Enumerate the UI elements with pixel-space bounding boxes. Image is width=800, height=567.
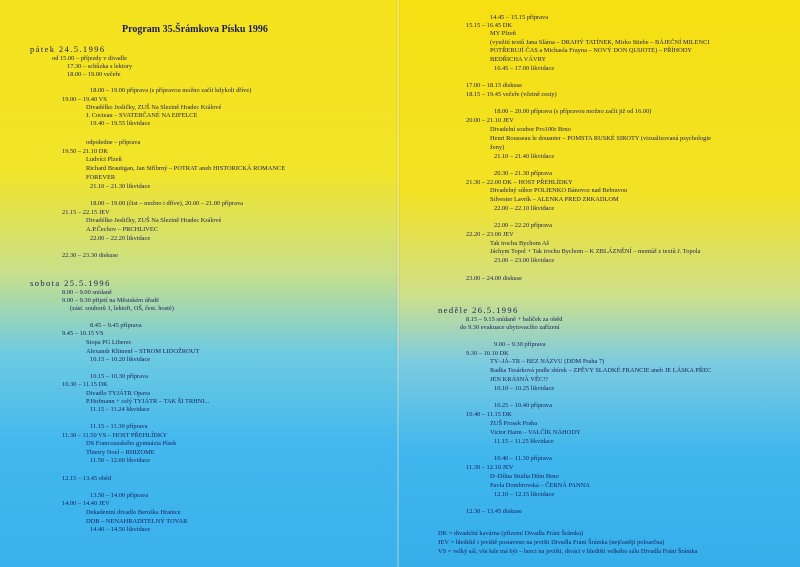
schedule-line: 10.15 – 10.20 likvidace: [90, 356, 151, 363]
right-page: [398, 0, 800, 567]
schedule-line: Victor Haim – VALČÍK NÁHODY: [490, 429, 581, 436]
schedule-line: 17.30 – schůzka s lektory: [67, 63, 133, 70]
schedule-line: 21.10 – 21.40 likvidace: [494, 153, 555, 160]
schedule-line: 19.40 – 19.55 likvidace: [90, 120, 151, 127]
schedule-line: Divadelní soubor Pro100r Brno: [490, 126, 571, 133]
schedule-line: VS = velký sál, vše kde má být – herci na jevišti, diváci v hledišti velkého sálu Divadla Fráni Šrámka: [438, 548, 698, 555]
schedule-line: 9.00 – 9.30 příprava: [494, 341, 546, 348]
schedule-line: 9.00 – 9.30 přijetí na Městském úřadě: [62, 297, 159, 304]
schedule-line: Henri Rousseau le douanier – POMSTA RUSKÉ SIROTY (vizualizovaná psychologie: [490, 135, 711, 142]
schedule-line: 14.00 – 14.40 JEV: [62, 500, 110, 507]
schedule-line: 20.00 – 21.10 JEV: [466, 117, 514, 124]
schedule-line: 21.30 – 22.00 DK – HOST PŘEHLÍDKY: [466, 179, 573, 186]
schedule-line: (zást. souborů 1, lektoři, OŠ, čest. hosté): [70, 305, 174, 312]
schedule-line: 8.00 – 9.00 snídaně: [62, 289, 112, 296]
schedule-line: 16.45 – 17.00 likvidace: [494, 65, 555, 72]
schedule-line: 19.00 – 19.40 VS: [62, 96, 107, 103]
schedule-line: 22.00 – 22.20 likvidace: [90, 235, 151, 242]
schedule-line: 12.30 – 13.45 diskuse: [466, 508, 522, 515]
schedule-line: Divadélko Jesličky, ZUŠ Na Slezině Hradec Králové: [86, 217, 222, 224]
schedule-line: 13.50 – 14.00 příprava: [90, 492, 149, 499]
schedule-line: 18.00 – 19.00 (čist – možno i dříve), 20.00 – 21.00 příprava: [90, 200, 243, 207]
schedule-line: 21.15 – 22.15 JEV: [62, 209, 110, 216]
schedule-line: DK = divadelní kavárna (přízemí Divadla Fráni Šrámka): [438, 530, 584, 537]
schedule-line: 11.15 – 11.25 likvidace: [494, 438, 554, 445]
schedule-line: 22.20 – 23.00 JEV: [466, 231, 514, 238]
day-heading: sobota 25.5.1996: [30, 278, 111, 288]
schedule-line: 10.30 – 11.15 DK: [62, 381, 108, 388]
schedule-line: JEN KRÁSNÁ VĚC!?: [490, 376, 549, 383]
schedule-line: Stopa PG Liberec: [86, 339, 132, 346]
schedule-line: Dekadentní divadlo Beruška Hranice: [86, 509, 181, 516]
schedule-line: 15.15 – 16.45 DK: [466, 22, 512, 29]
schedule-line: D–Dílna Studia Dům Brno: [490, 473, 559, 480]
schedule-line: 11.30 – 12.10 JEV: [466, 464, 514, 471]
schedule-line: 14.45 – 15.15 příprava: [490, 14, 549, 21]
schedule-line: Tak trochu Bychom Aš: [490, 240, 550, 247]
schedule-line: POTŘEBUJÍ ČAS a Michaela Frayna – NOVÝ DON QUIJOTE) – PŘÍHODY: [490, 47, 692, 54]
schedule-line: FOREVER: [86, 174, 116, 181]
schedule-line: A.P.Čechov – PRCHLIVEC: [86, 226, 159, 233]
schedule-line: 10.40 – 11.15 DK: [466, 411, 512, 418]
schedule-line: BEDŘICHA VÁVRY: [490, 56, 547, 63]
schedule-line: DDB – NENAHRADITELNÝ TOVAR: [86, 518, 188, 525]
schedule-line: TY–JÁ–TR – BEZ NÁZVU (DDM Praha 7): [490, 358, 605, 365]
schedule-line: 11.15 – 11.30 příprava: [90, 423, 148, 430]
schedule-line: Divadélko Jesličky, ZUŠ Na Slezině Hradec Králové: [86, 104, 222, 111]
schedule-line: ženy): [490, 144, 505, 151]
schedule-line: Richard Brautigan, Jan Stříbrný – POTRAT aneb HISTORICKÁ ROMANCE: [86, 165, 286, 172]
schedule-line: Divadlo TYJÁTR Opava: [86, 390, 151, 397]
schedule-line: DS Francouzského gymnázia Písek: [86, 440, 177, 447]
schedule-line: P.Hofmann + celý TYJÁTR – TAK ŠI TRHNI...: [86, 398, 210, 405]
schedule-line: 23.00 – 23.00 likvidace: [494, 257, 555, 264]
schedule-line: Pavla Dombrovská – ČERNÁ PANNA: [490, 482, 590, 489]
schedule-line: Alexandr Klimenf – STROM LIDOŽROUT: [86, 348, 200, 355]
schedule-line: 10.40 – 11.30 příprava: [494, 455, 552, 462]
schedule-line: 8.15 – 9.15 snídaně + balíček za oběd: [466, 316, 563, 323]
schedule-line: 11.30 – 11.50 VS – HOST PŘEHLÍDKY: [62, 432, 168, 439]
schedule-line: 18.00 – 19.00 večeře: [67, 71, 121, 78]
schedule-line: od 15.00 – příjezdy v divadle: [52, 55, 127, 62]
schedule-line: 11.50 – 12.00 likvidace: [90, 457, 150, 464]
schedule-line: 18.00 – 19.00 příprava (s přípravou možno začít kdykoli dříve): [90, 87, 252, 94]
schedule-line: Thierry Noel – RHIZOME: [86, 449, 155, 456]
schedule-line: MY Plzeň: [490, 30, 516, 37]
schedule-line: 22.00 – 22.10 likvidace: [494, 205, 555, 212]
program-title: Program 35.Šrámkova Písku 1996: [122, 24, 268, 35]
schedule-line: 18.15 – 19.45 večeře (včetně cesty): [466, 91, 557, 98]
schedule-line: 17.00 – 18.15 diskuse: [466, 82, 522, 89]
schedule-line: 8.45 – 9.45 příprava: [90, 322, 142, 329]
schedule-line: 20.30 – 21.30 příprava: [494, 170, 553, 177]
schedule-line: Silvester Lavrík – ALENKA PRED ZRKADLOM: [490, 196, 619, 203]
schedule-line: Ludvíci Plzeň: [86, 156, 122, 163]
schedule-line: 18.00 – 20.00 příprava (s přípravou možno začít již od 16.00): [494, 108, 652, 115]
schedule-line: 11.15 – 11.24 likvidace: [90, 406, 150, 413]
schedule-line: 9.30 – 10.10 DK: [466, 350, 509, 357]
schedule-line: odpoledne – příprava: [86, 139, 141, 146]
schedule-line: 12.15 – 13.45 oběd: [62, 475, 112, 482]
schedule-line: (využití textů Jana Sláma – DRAHÝ TATÍNEK, Mirko Stiebe – BÁJEČNÍ MILENCI: [490, 39, 710, 46]
schedule-line: Radka Tesárková podle sbírek – ZPĚVY SLADKÉ FRANCIE aneb JE LÁSKA PŘEC: [490, 367, 712, 374]
schedule-line: J. Cocteau – SVATEBČANÉ NA EIFELCE: [86, 112, 198, 119]
day-heading: pátek 24.5.1996: [30, 44, 106, 54]
schedule-line: 10.25 – 10.40 příprava: [494, 402, 553, 409]
schedule-line: JEV = hlediště i jeviště postaveno na jevišti Divadla Fráni Šrámka (nejčastěji poloarčna): [438, 539, 665, 546]
schedule-line: 23.00 – 24.00 diskuse: [466, 275, 522, 282]
schedule-line: 22.30 – 23.30 diskuse: [62, 252, 118, 259]
schedule-line: 10.15 – 10.30 příprava: [90, 373, 149, 380]
schedule-line: do 9.30 evakuace ubytovacího zařízení: [460, 324, 560, 331]
schedule-line: ZUŠ Prosek Praha: [490, 420, 538, 427]
page-fold: [396, 0, 400, 567]
schedule-line: 14.40 – 14.50 likvidace: [90, 526, 151, 533]
schedule-line: Jáchym Topol + Tak trochu Bychom – K ZBLÁZNĚNÍ – montáž z textů J. Topola: [490, 248, 701, 255]
schedule-line: 9.45 – 10.15 VS: [62, 330, 104, 337]
left-page: [0, 0, 398, 567]
schedule-line: 12.10 – 12.15 likvidace: [494, 491, 555, 498]
schedule-line: 10.10 – 10.25 likvidace: [494, 385, 555, 392]
day-heading: neděle 26.5.1996: [438, 305, 519, 315]
schedule-line: 22.00 – 22.20 příprava: [494, 222, 553, 229]
schedule-line: 19.50 – 21.10 DK: [62, 148, 108, 155]
schedule-line: Divadelný súbor POLIENKO Bánovce nad Bebravou: [490, 187, 628, 194]
schedule-line: 21.10 – 21.30 likvidace: [90, 183, 151, 190]
